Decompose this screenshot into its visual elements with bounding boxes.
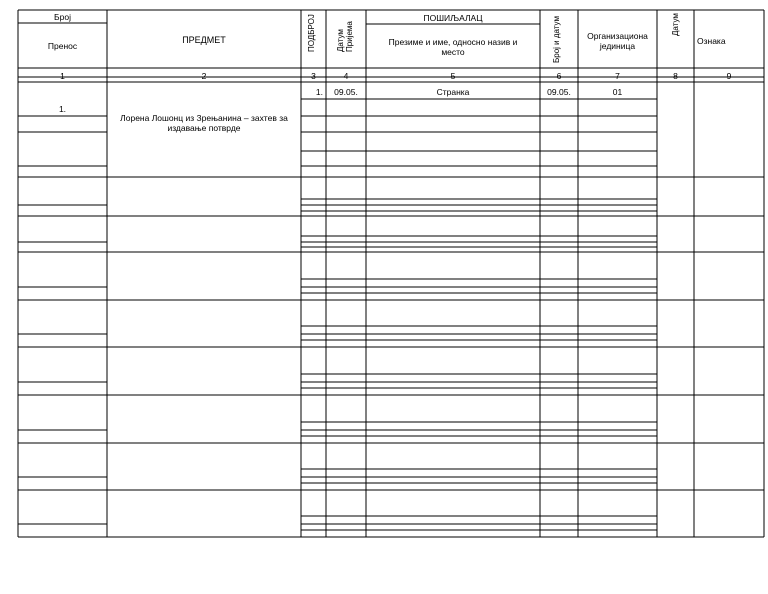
entry-datum-prijema: 09.05. xyxy=(334,87,358,97)
entry-podbroj: 1. xyxy=(315,87,323,97)
header-datum-prijema-2: Пријема xyxy=(345,21,354,52)
header-broj: Број xyxy=(54,12,71,22)
header-broj-i-datum: Број и датум xyxy=(552,16,561,63)
column-number-3: 3 xyxy=(311,71,316,81)
column-number-9: 9 xyxy=(726,71,732,81)
header-predmet: ПРЕДМЕТ xyxy=(182,35,226,45)
header-datum-razvoda: Датум xyxy=(671,13,680,36)
column-number-2: 2 xyxy=(201,71,207,81)
header-organizaciona-jedinica: Организациона јединица xyxy=(587,31,648,51)
column-number-4: 4 xyxy=(343,71,349,81)
entry-predmet: Лорена Лошонц из Зрењанина – захтев за издавање потврде xyxy=(120,113,288,133)
entry-organizaciona-jedinica: 01 xyxy=(612,87,623,97)
entry-posiljalac: Странка xyxy=(436,87,470,97)
header-oznaka: Ознака xyxy=(697,36,726,46)
header-datum-prijema-1: Датум xyxy=(336,29,345,52)
entry-broj: 1. xyxy=(58,104,67,114)
column-number-5: 5 xyxy=(450,71,456,81)
header-prenos: Пренос xyxy=(47,41,78,51)
column-number-8: 8 xyxy=(673,71,678,81)
header-posiljalac-sub: Презиме и име, односно назив и место xyxy=(388,37,518,57)
column-number-7: 7 xyxy=(615,71,620,81)
header-podbroj: ПОДБРОЈ xyxy=(307,14,316,52)
entry-broj-i-datum: 09.05. xyxy=(547,87,571,97)
header-posiljalac: ПОШИЉАЛАЦ xyxy=(423,13,483,23)
column-number-6: 6 xyxy=(556,71,562,81)
column-number-1: 1 xyxy=(60,71,65,81)
